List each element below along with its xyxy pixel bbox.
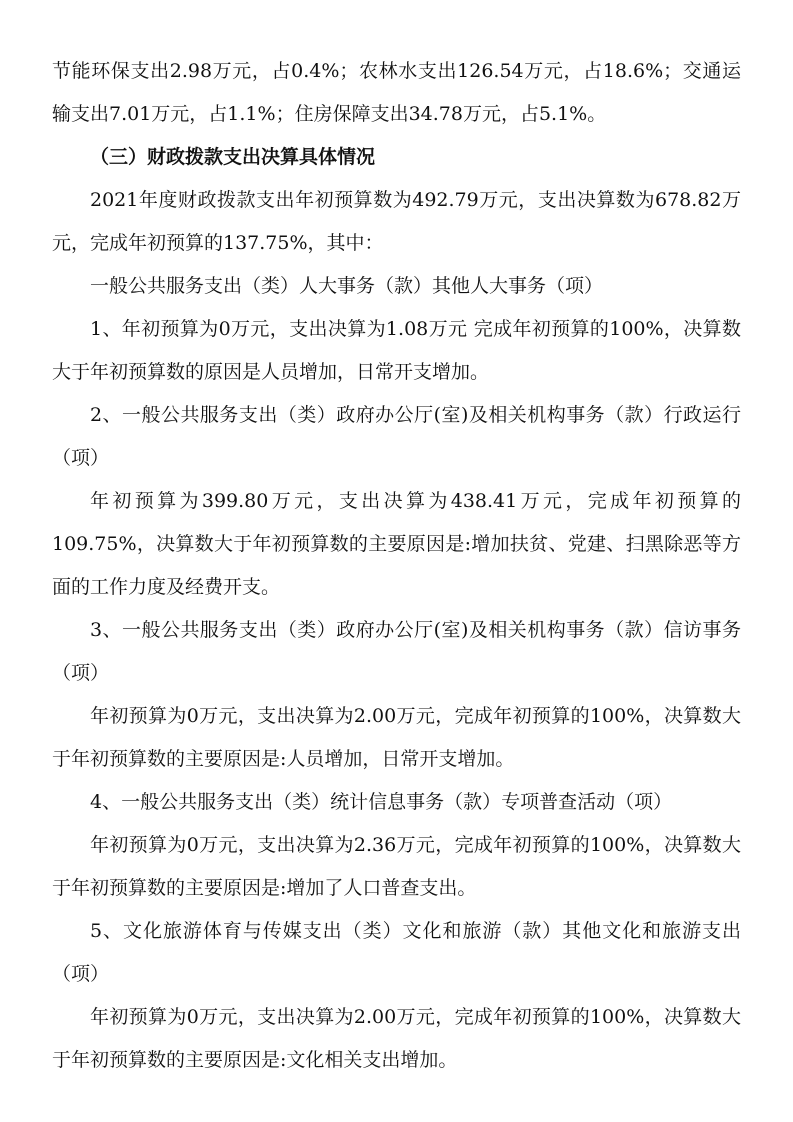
item-title-1: 一般公共服务支出（类）人大事务（款）其他人大事务（项） <box>90 275 604 297</box>
paragraph-expense-shares: 节能环保支出2.98万元，占0.4%；农林水支出126.54万元，占18.6%；交通运输支出7.01万元，占1.1%；住房保障支出34.78万元，占5.1%。 <box>52 60 741 125</box>
item-detail-3: 年初预算为0万元，支出决算为2.00万元，完成年初预算的100%，决算数大于年初预算数的主要原因是:人员增加，日常开支增加。 <box>52 705 741 770</box>
paragraph-summary: 2021年度财政拨款支出年初预算数为492.79万元，支出决算数为678.82万元，完成年初预算的137.75%，其中： <box>52 189 741 254</box>
item-detail-4: 年初预算为0万元，支出决算为2.36万元，完成年初预算的100%，决算数大于年初预算数的主要原因是:增加了人口普查支出。 <box>52 834 741 899</box>
item-title-4: 4、一般公共服务支出（类）统计信息事务（款）专项普查活动（项） <box>90 791 673 813</box>
item-title-3: 3、一般公共服务支出（类）政府办公厅(室)及相关机构事务（款）信访事务（项） <box>52 619 741 684</box>
item-detail-2: 年初预算为399.80万元，支出决算为438.41万元，完成年初预算的109.75%，决算数大于年初预算数的主要原因是:增加扶贫、党建、扫黑除恶等方面的工作力度及经费开支。 <box>52 490 741 598</box>
item-title-2: 2、一般公共服务支出（类）政府办公厅(室)及相关机构事务（款）行政运行（项） <box>52 404 741 469</box>
item-title-5: 5、文化旅游体育与传媒支出（类）文化和旅游（款）其他文化和旅游支出（项） <box>52 920 741 985</box>
item-detail-1: 1、年初预算为0万元，支出决算为1.08万元 完成年初预算的100%，决算数大于年初预算数的原因是人员增加，日常开支增加。 <box>52 318 741 383</box>
section-heading: （三）财政拨款支出决算具体情况 <box>90 146 376 168</box>
item-detail-5: 年初预算为0万元，支出决算为2.00万元，完成年初预算的100%，决算数大于年初预算数的主要原因是:文化相关支出增加。 <box>52 1006 741 1071</box>
